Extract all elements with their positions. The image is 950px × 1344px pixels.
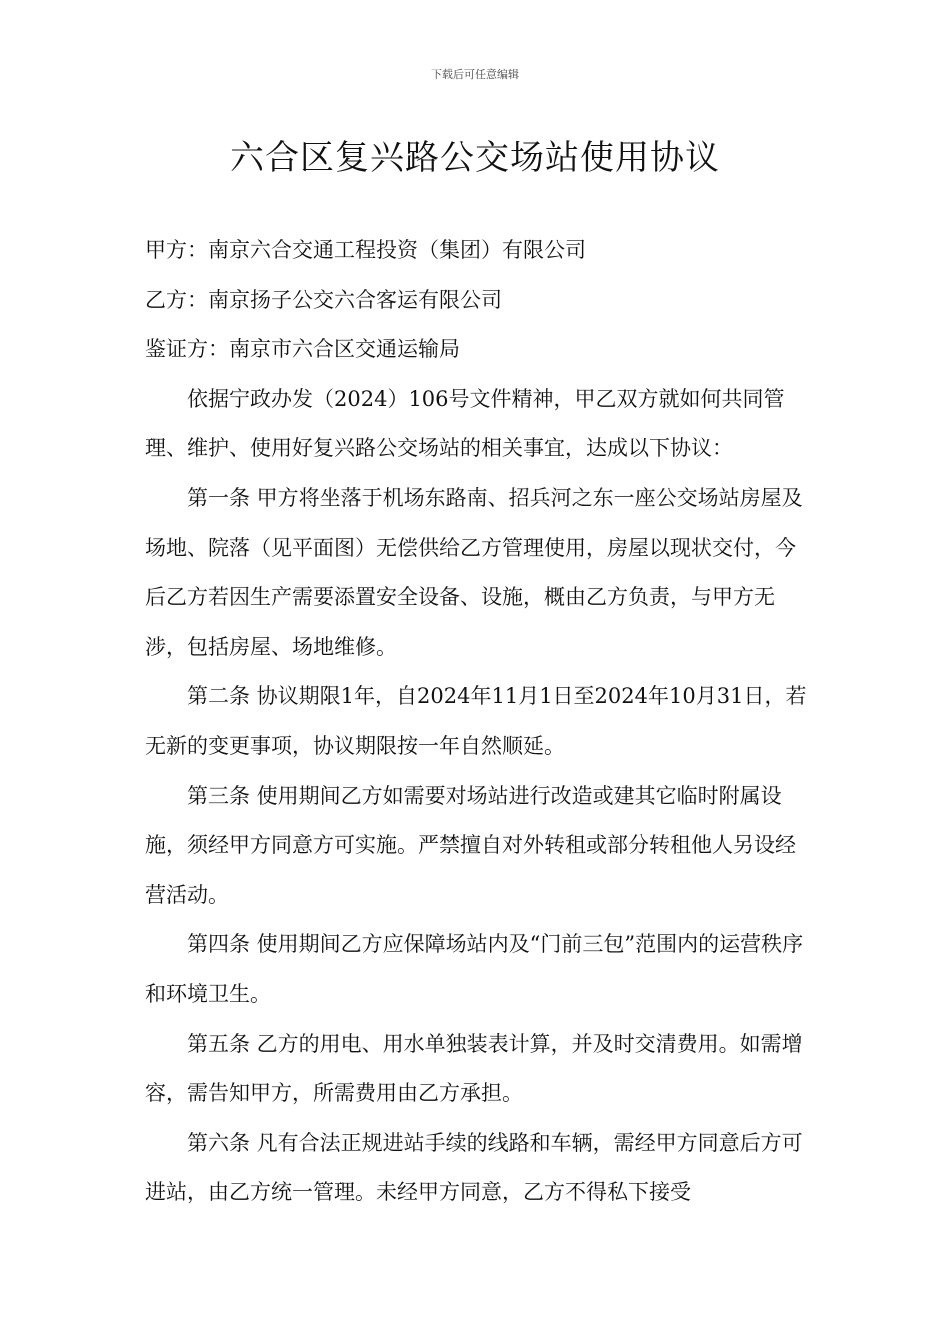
article-5: 第五条 乙方的用电、用水单独装表计算，并及时交清费用。如需增容，需告知甲方，所需费用由乙方承担。 bbox=[145, 1031, 803, 1106]
article-2: 第二条 协议期限1年，自2024年11月1日至2024年10月31日，若无新的变更事项，协议期限按一年自然顺延。 bbox=[145, 684, 807, 758]
article-3: 第三条 使用期间乙方如需要对场站进行改造或建其它临时附属设施，须经甲方同意方可实施。严禁擅自对外转租或部分转租他人另设经营活动。 bbox=[145, 783, 796, 907]
preamble-paragraph: 依据宁政办发（2024）106号文件精神，甲乙双方就如何共同管理、维护、使用好复兴路公交场站的相关事宜，达成以下协议： bbox=[145, 386, 785, 461]
document-body bbox=[145, 226, 810, 1218]
article-4: 第四条 使用期间乙方应保障场站内及“门前三包”范围内的运营秩序和环境卫生。 bbox=[145, 932, 804, 1006]
party-a-line: 甲方：南京六合交通工程投资（集团）有限公司 bbox=[145, 238, 586, 262]
article-1: 第一条 甲方将坐落于机场东路南、招兵河之东一座公交场站房屋及场地、院落（见平面图）无偿供给乙方管理使用，房屋以现状交付，今后乙方若因生产需要添置安全设备、设施，概由乙方负责，与甲方无涉，包括房屋、场地维修。 bbox=[145, 485, 803, 659]
party-b-line: 乙方：南京扬子公交六合客运有限公司 bbox=[145, 287, 502, 312]
article-6: 第六条 凡有合法正规进站手续的线路和车辆，需经甲方同意后方可进站，由乙方统一管理。未经甲方同意，乙方不得私下接受 bbox=[145, 1130, 803, 1205]
header-note: 下载后可任意编辑 bbox=[431, 68, 519, 81]
witness-line: 鉴证方：南京市六合区交通运输局 bbox=[145, 337, 460, 362]
document-title: 六合区复兴路公交场站使用协议 bbox=[230, 138, 720, 178]
